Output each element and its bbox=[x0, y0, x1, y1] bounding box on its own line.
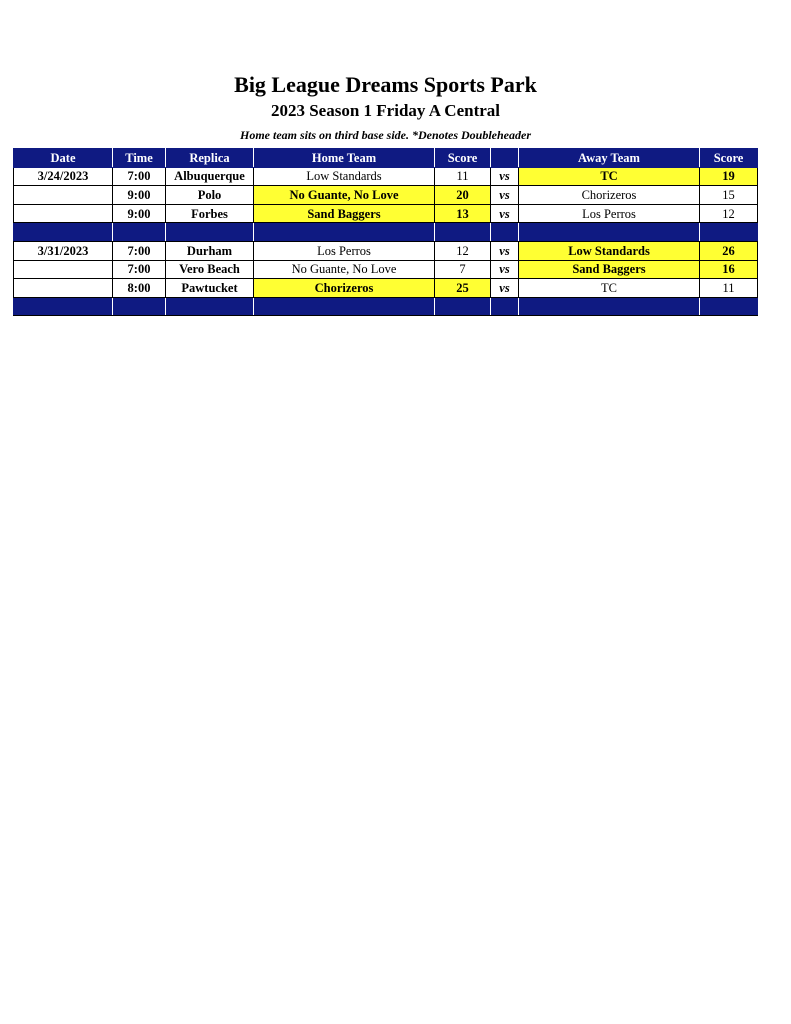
away-score: 16 bbox=[700, 260, 758, 279]
game-time: 7:00 bbox=[113, 167, 166, 186]
home-team: No Guante, No Love bbox=[254, 260, 435, 279]
home-team: Chorizeros bbox=[254, 279, 435, 298]
column-header-replica: Replica bbox=[166, 149, 254, 168]
replica-field: Vero Beach bbox=[166, 260, 254, 279]
home-score: 7 bbox=[435, 260, 491, 279]
home-team: Low Standards bbox=[254, 167, 435, 186]
away-team: Chorizeros bbox=[519, 186, 700, 205]
column-header-home-team: Home Team bbox=[254, 149, 435, 168]
vs-label: vs bbox=[491, 204, 519, 223]
vs-label: vs bbox=[491, 186, 519, 205]
game-date bbox=[14, 186, 113, 205]
vs-label: vs bbox=[491, 167, 519, 186]
schedule-note: Home team sits on third base side. *Denotes Doubleheader bbox=[240, 128, 531, 142]
away-score: 12 bbox=[700, 204, 758, 223]
game-time: 8:00 bbox=[113, 279, 166, 298]
column-header-home-score: Score bbox=[435, 149, 491, 168]
replica-field: Pawtucket bbox=[166, 279, 254, 298]
separator-cell bbox=[519, 297, 700, 316]
separator-cell bbox=[113, 297, 166, 316]
separator-cell bbox=[14, 297, 113, 316]
game-date bbox=[14, 279, 113, 298]
game-time: 7:00 bbox=[113, 241, 166, 260]
separator-cell bbox=[113, 223, 166, 242]
table-row bbox=[14, 241, 758, 260]
away-team: Low Standards bbox=[519, 241, 700, 260]
table-row bbox=[14, 167, 758, 186]
home-score: 12 bbox=[435, 241, 491, 260]
season-subtitle: 2023 Season 1 Friday A Central bbox=[270, 101, 501, 120]
vs-label: vs bbox=[491, 241, 519, 260]
away-team: TC bbox=[519, 167, 700, 186]
home-team: Los Perros bbox=[254, 241, 435, 260]
table-row bbox=[14, 279, 758, 298]
separator-cell bbox=[491, 297, 519, 316]
schedule-table bbox=[13, 148, 758, 316]
column-header-date: Date bbox=[14, 149, 113, 168]
column-header-away-team: Away Team bbox=[519, 149, 700, 168]
separator-cell bbox=[435, 297, 491, 316]
home-team: No Guante, No Love bbox=[254, 186, 435, 205]
separator-cell bbox=[435, 223, 491, 242]
away-score: 26 bbox=[700, 241, 758, 260]
table-row bbox=[14, 260, 758, 279]
separator-cell bbox=[14, 223, 113, 242]
separator-cell bbox=[700, 297, 758, 316]
separator-cell bbox=[254, 223, 435, 242]
separator-cell bbox=[700, 223, 758, 242]
away-score: 11 bbox=[700, 279, 758, 298]
vs-label: vs bbox=[491, 279, 519, 298]
column-header-time: Time bbox=[113, 149, 166, 168]
separator-cell bbox=[166, 297, 254, 316]
replica-field: Polo bbox=[166, 186, 254, 205]
replica-field: Durham bbox=[166, 241, 254, 260]
separator-cell bbox=[254, 297, 435, 316]
game-time: 9:00 bbox=[113, 204, 166, 223]
column-header-away-score: Score bbox=[700, 149, 758, 168]
table-header-row bbox=[14, 149, 758, 168]
separator-cell bbox=[166, 223, 254, 242]
home-score: 20 bbox=[435, 186, 491, 205]
vs-label: vs bbox=[491, 260, 519, 279]
home-score: 13 bbox=[435, 204, 491, 223]
away-team: Los Perros bbox=[519, 204, 700, 223]
column-header-vs bbox=[491, 149, 519, 168]
game-date: 3/31/2023 bbox=[14, 241, 113, 260]
away-score: 19 bbox=[700, 167, 758, 186]
away-team: TC bbox=[519, 279, 700, 298]
table-row bbox=[14, 186, 758, 205]
home-team: Sand Baggers bbox=[254, 204, 435, 223]
game-date: 3/24/2023 bbox=[14, 167, 113, 186]
home-score: 11 bbox=[435, 167, 491, 186]
week-separator-row bbox=[14, 223, 758, 242]
table-row bbox=[14, 204, 758, 223]
page-title: Big League Dreams Sports Park bbox=[234, 72, 537, 97]
game-date bbox=[14, 204, 113, 223]
home-score: 25 bbox=[435, 279, 491, 298]
game-date bbox=[14, 260, 113, 279]
replica-field: Forbes bbox=[166, 204, 254, 223]
separator-cell bbox=[519, 223, 700, 242]
replica-field: Albuquerque bbox=[166, 167, 254, 186]
separator-cell bbox=[491, 223, 519, 242]
week-separator-row bbox=[14, 297, 758, 316]
away-team: Sand Baggers bbox=[519, 260, 700, 279]
game-time: 9:00 bbox=[113, 186, 166, 205]
game-time: 7:00 bbox=[113, 260, 166, 279]
away-score: 15 bbox=[700, 186, 758, 205]
